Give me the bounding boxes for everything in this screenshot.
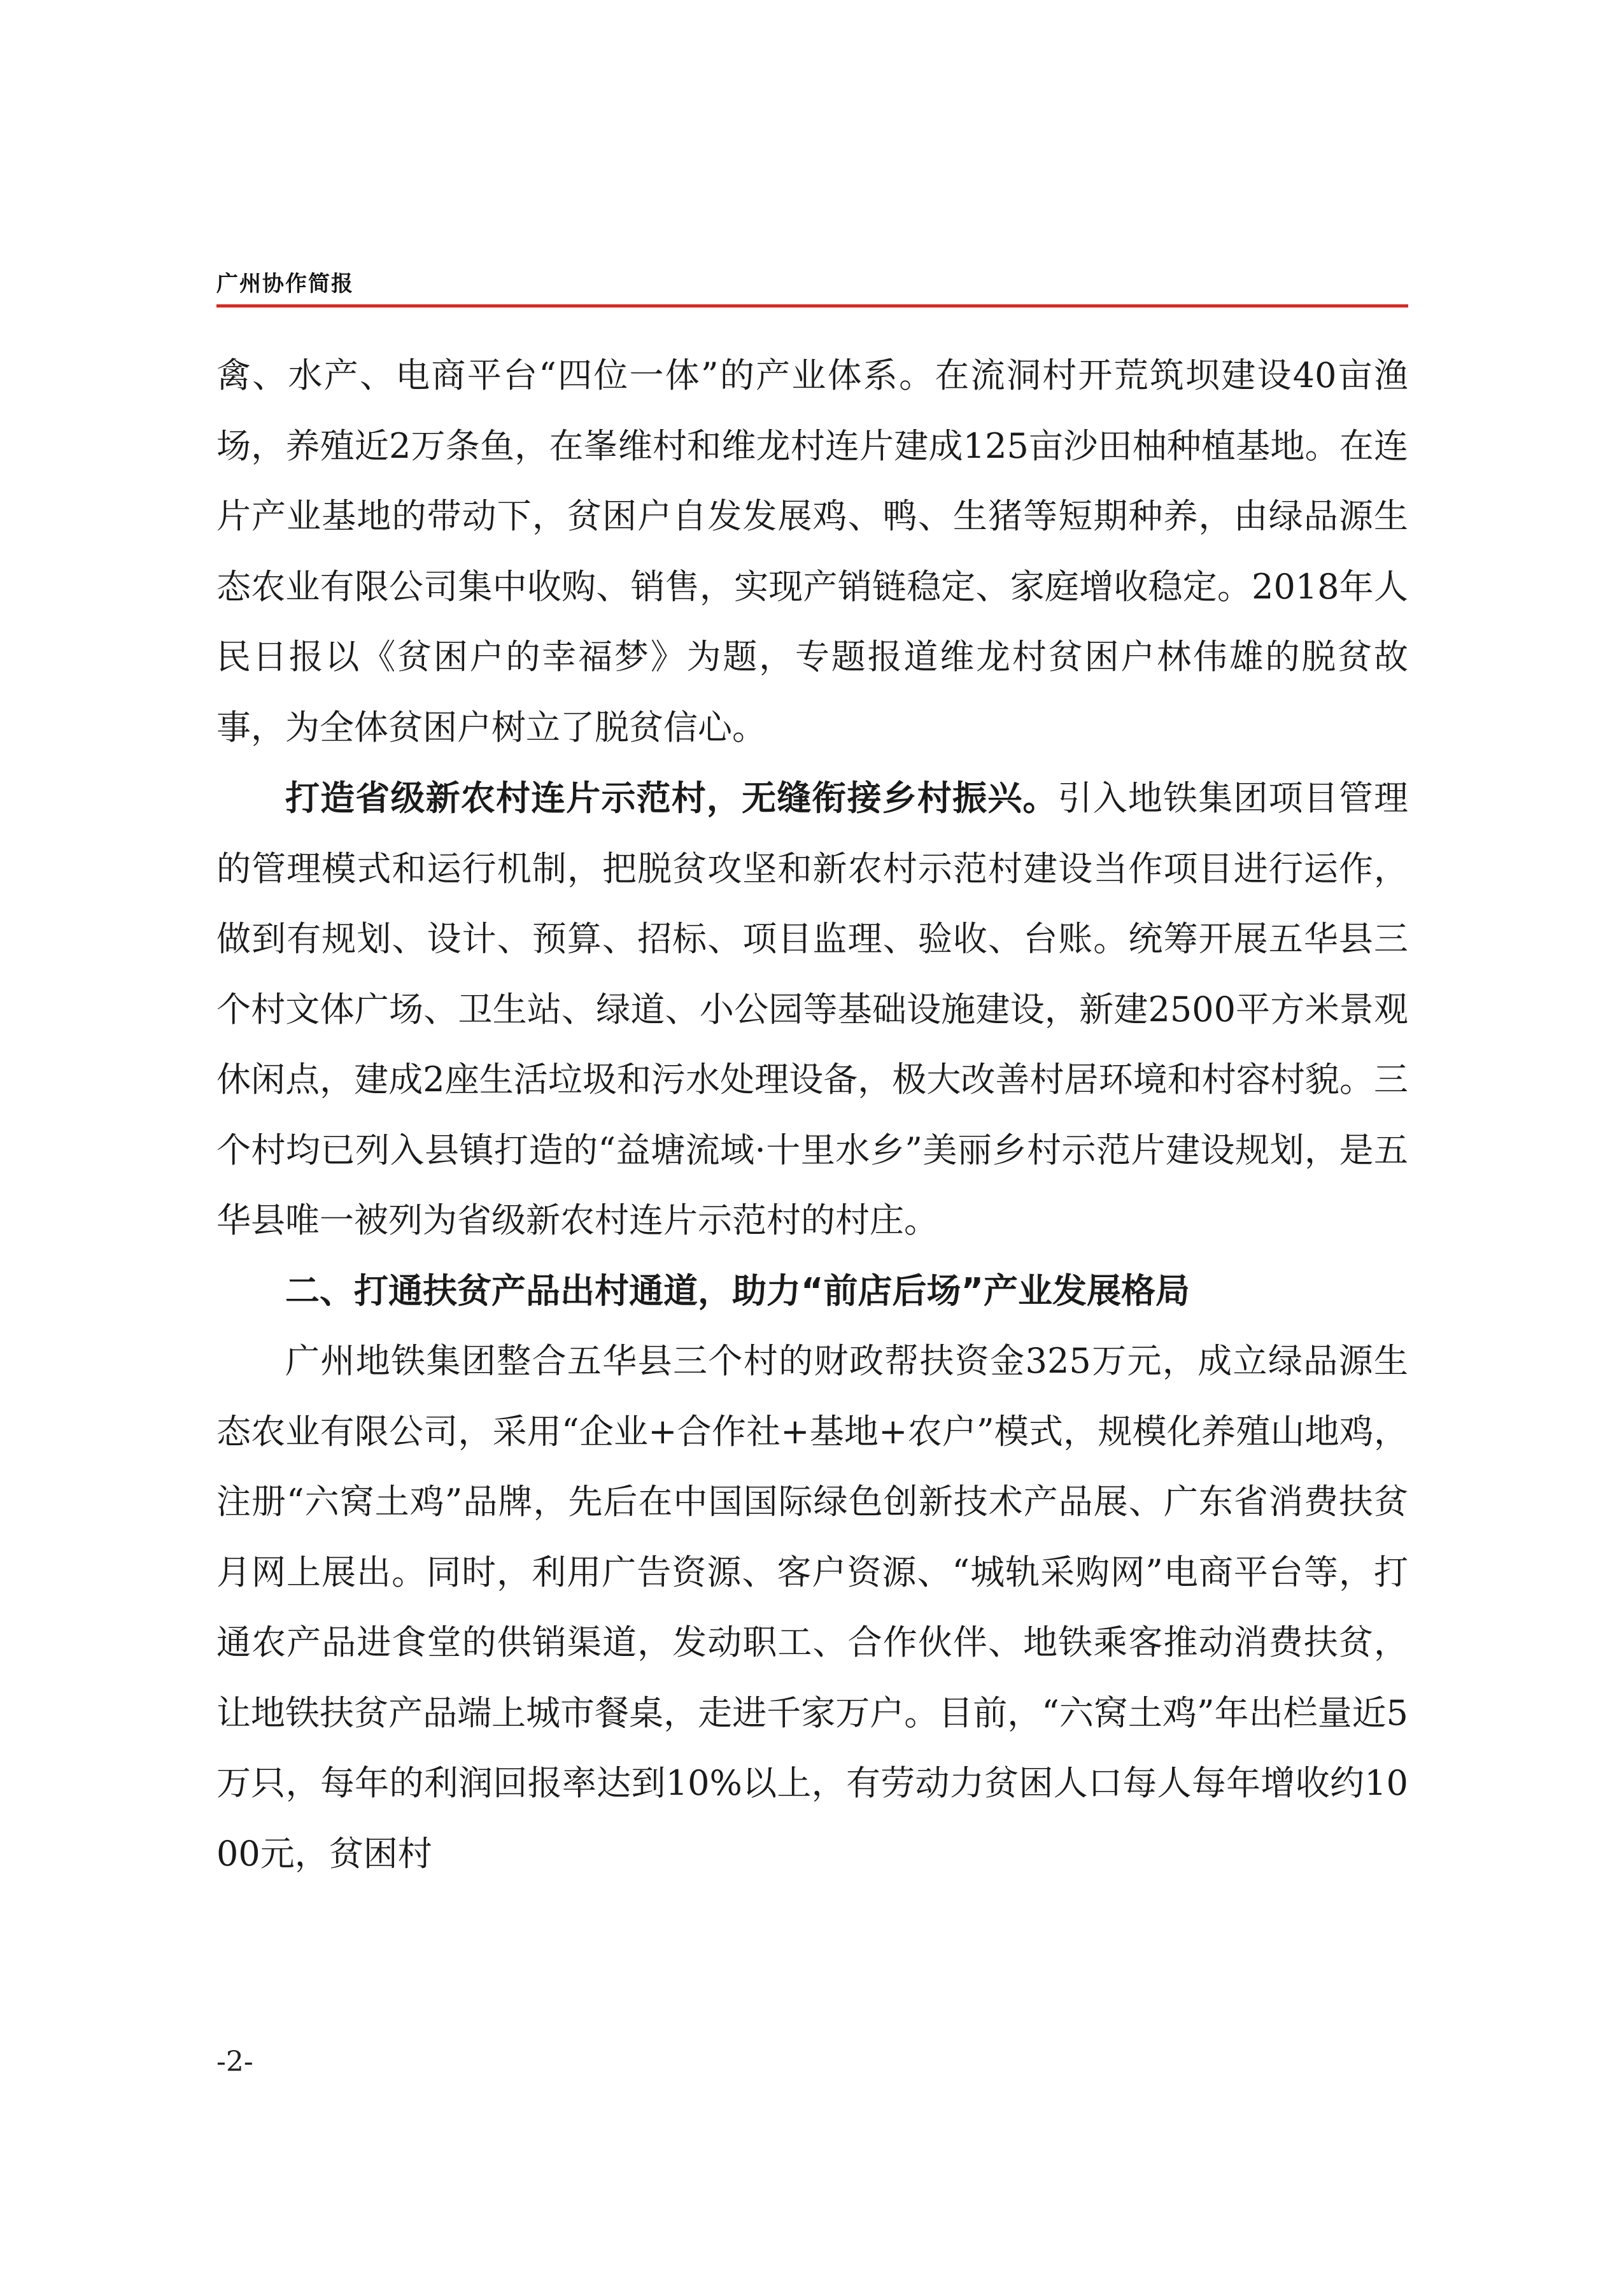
- paragraph-text: 引入地铁集团项目管理的管理模式和运行机制，把脱贫攻坚和新农村示范村建设当作项目进行运作，做到有规划、设计、预算、招标、项目监理、验收、台账。统筹开展五华县三个村文体广场、卫生站、绿道、小公园等基础设施建设，新建2500平方米景观休闲点，建成2座生活垃圾和污水处理设备，极大改善村居环境和村容村貌。三个村均已列入县镇打造的“益塘流域·十里水乡”美丽乡村示范片建设规划，是五华县唯一被列为省级新农村连片示范村的村庄。: [216, 778, 1408, 1240]
- publication-title: 广州协作简报: [216, 271, 354, 297]
- section-heading: 二、打通扶贫产品出村通道，助力“前店后场”产业发展格局: [285, 1270, 1190, 1311]
- page-number: -2-: [216, 2046, 253, 2078]
- article-body: [216, 341, 1408, 1889]
- paragraph-continued: [216, 341, 1408, 763]
- header-divider: [216, 304, 1408, 308]
- paragraph-text: 禽、水产、电商平台“四位一体”的产业体系。在流洞村开荒筑坝建设40亩渔场，养殖近2万条鱼，在峯维村和维龙村连片建成125亩沙田柚种植基地。在连片产业基地的带动下，贫困户自发发展鸡、鸭、生猪等短期种养，由绿品源生态农业有限公司集中收购、销售，实现产销链稳定、家庭增收稳定。2018年人民日报以《贫困户的幸福梦》为题，专题报道维龙村贫困户林伟雄的脱贫故事，为全体贫困户树立了脱贫信心。: [216, 355, 1408, 747]
- paragraph-lead: 打造省级新农村连片示范村，无缝衔接乡村振兴。: [285, 777, 1058, 818]
- paragraph-metro-group: 广州地铁集团整合五华县三个村的财政帮扶资金325万元，成立绿品源生态农业有限公司，采用“企业+合作社+基地+农户”模式，规模化养殖山地鸡，注册“六窝土鸡”品牌，先后在中国国际绿色创新技术产品展、广东省消费扶贫月网上展出。同时，利用广告资源、客户资源、“城轨采购网”电商平台等，打通农产品进食堂的供销渠道，发动职工、合作伙伴、地铁乘客推动消费扶贫，让地铁扶贫产品端上城市餐桌，走进千家万户。目前，“六窝土鸡”年出栏量近5万只，每年的利润回报率达到10%以上，有劳动力贫困人口每人每年增收约1000元，贫困村: [216, 1341, 1408, 1874]
- paragraph-demonstration-village: [216, 763, 1408, 1256]
